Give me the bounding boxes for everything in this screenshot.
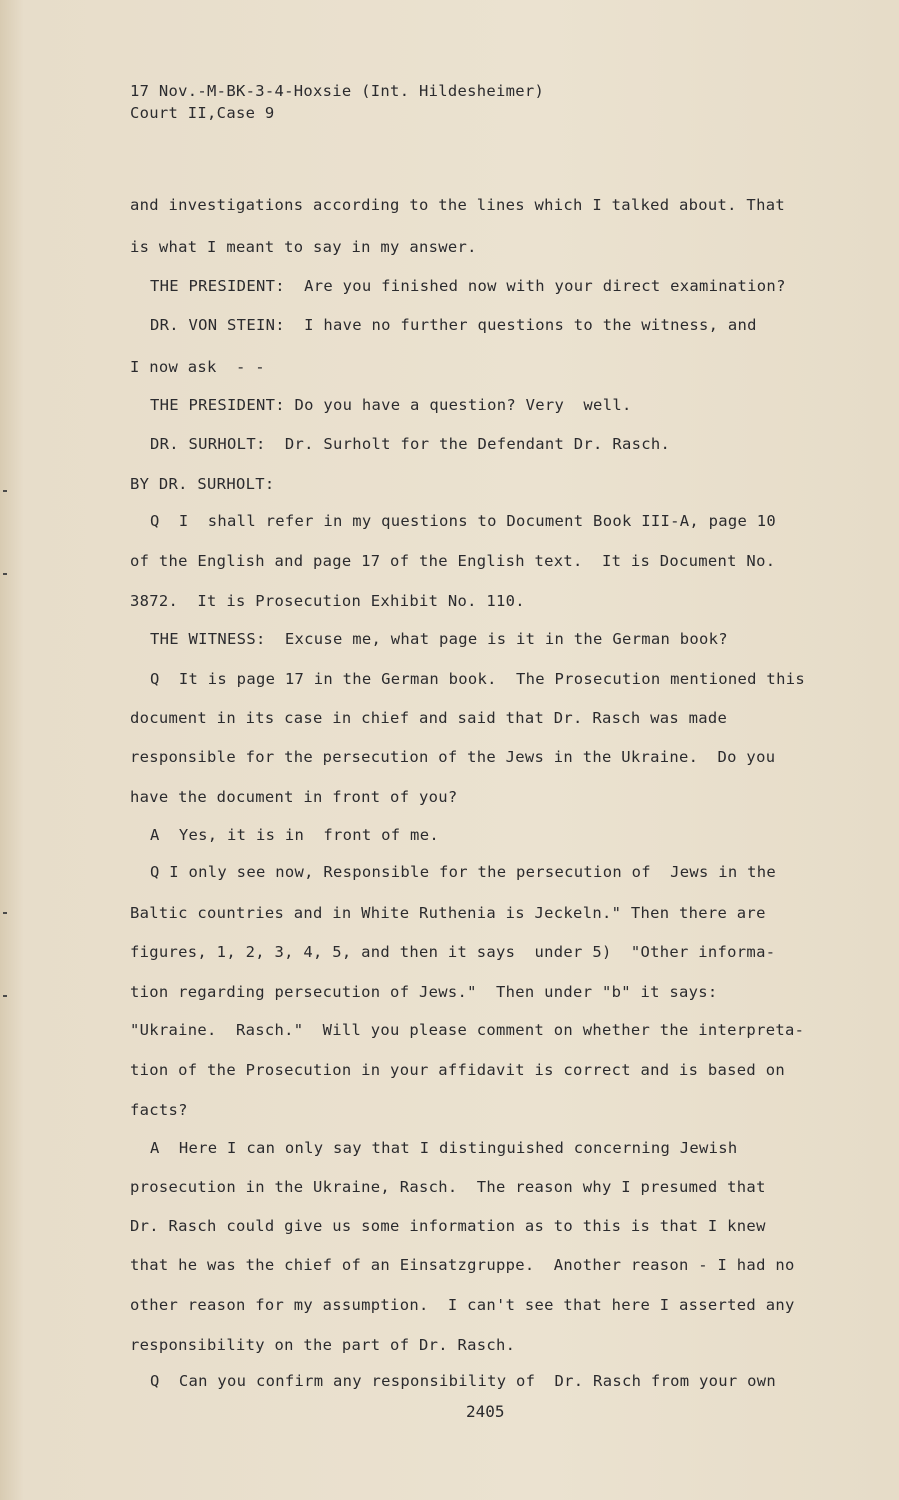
text-line: 3872. It is Prosecution Exhibit No. 110. (130, 592, 525, 610)
text-line: document in its case in chief and said that Dr. Rasch was made (130, 709, 728, 727)
text-line: tion of the Prosecution in your affidavit is correct and is based on (130, 1061, 785, 1079)
text-line: A Here I can only say that I distinguished concerning Jewish (150, 1139, 738, 1157)
header-line-1: 17 Nov.-M-BK-3-4-Hoxsie (Int. Hildesheimer) (130, 82, 545, 100)
text-line: Baltic countries and in White Ruthenia is Jeckeln." Then there are (130, 904, 766, 922)
scan-edge-mark (3, 490, 7, 492)
text-line: prosecution in the Ukraine, Rasch. The reason why I presumed that (130, 1178, 766, 1196)
text-line: "Ukraine. Rasch." Will you please comment on whether the interpreta- (130, 1021, 805, 1039)
header-line-2: Court II,Case 9 (130, 104, 275, 122)
text-line: A Yes, it is in front of me. (150, 826, 439, 844)
scan-edge-mark (3, 995, 7, 997)
scan-edge-mark (3, 912, 7, 914)
text-line: of the English and page 17 of the English text. It is Document No. (130, 552, 776, 570)
text-line: figures, 1, 2, 3, 4, 5, and then it says under 5) "Other informa- (130, 943, 776, 961)
text-line: THE PRESIDENT: Are you finished now with your direct examination? (150, 277, 786, 295)
text-line: Q It is page 17 in the German book. The Prosecution mentioned this (150, 670, 805, 688)
text-line: that he was the chief of an Einsatzgruppe. Another reason - I had no (130, 1256, 795, 1274)
page-number: 2405 (466, 1402, 505, 1421)
text-line: THE PRESIDENT: Do you have a question? Very well. (150, 396, 632, 414)
text-line: Q I only see now, Responsible for the persecution of Jews in the (150, 863, 777, 881)
text-line: Dr. Rasch could give us some information as to this is that I knew (130, 1217, 766, 1235)
text-line: THE WITNESS: Excuse me, what page is it in the German book? (150, 630, 728, 648)
text-line: responsible for the persecution of the Jews in the Ukraine. Do you (130, 748, 776, 766)
text-line: tion regarding persecution of Jews." Then under "b" it says: (130, 983, 718, 1001)
text-line: is what I meant to say in my answer. (130, 238, 477, 256)
text-line: DR. SURHOLT: Dr. Surholt for the Defendant Dr. Rasch. (150, 435, 671, 453)
text-line: Q Can you confirm any responsibility of Dr. Rasch from your own (150, 1372, 777, 1390)
text-line: facts? (130, 1101, 188, 1119)
text-line: BY DR. SURHOLT: (130, 475, 275, 493)
text-line: other reason for my assumption. I can't see that here I asserted any (130, 1296, 795, 1314)
text-line: I now ask - - (130, 358, 265, 376)
scan-edge-mark (3, 573, 7, 575)
text-line: Q I shall refer in my questions to Document Book III-A, page 10 (150, 512, 777, 530)
text-line: and investigations according to the lines which I talked about. That (130, 196, 785, 214)
text-line: have the document in front of you? (130, 788, 458, 806)
text-line: DR. VON STEIN: I have no further questions to the witness, and (150, 316, 757, 334)
text-line: responsibility on the part of Dr. Rasch. (130, 1336, 516, 1354)
